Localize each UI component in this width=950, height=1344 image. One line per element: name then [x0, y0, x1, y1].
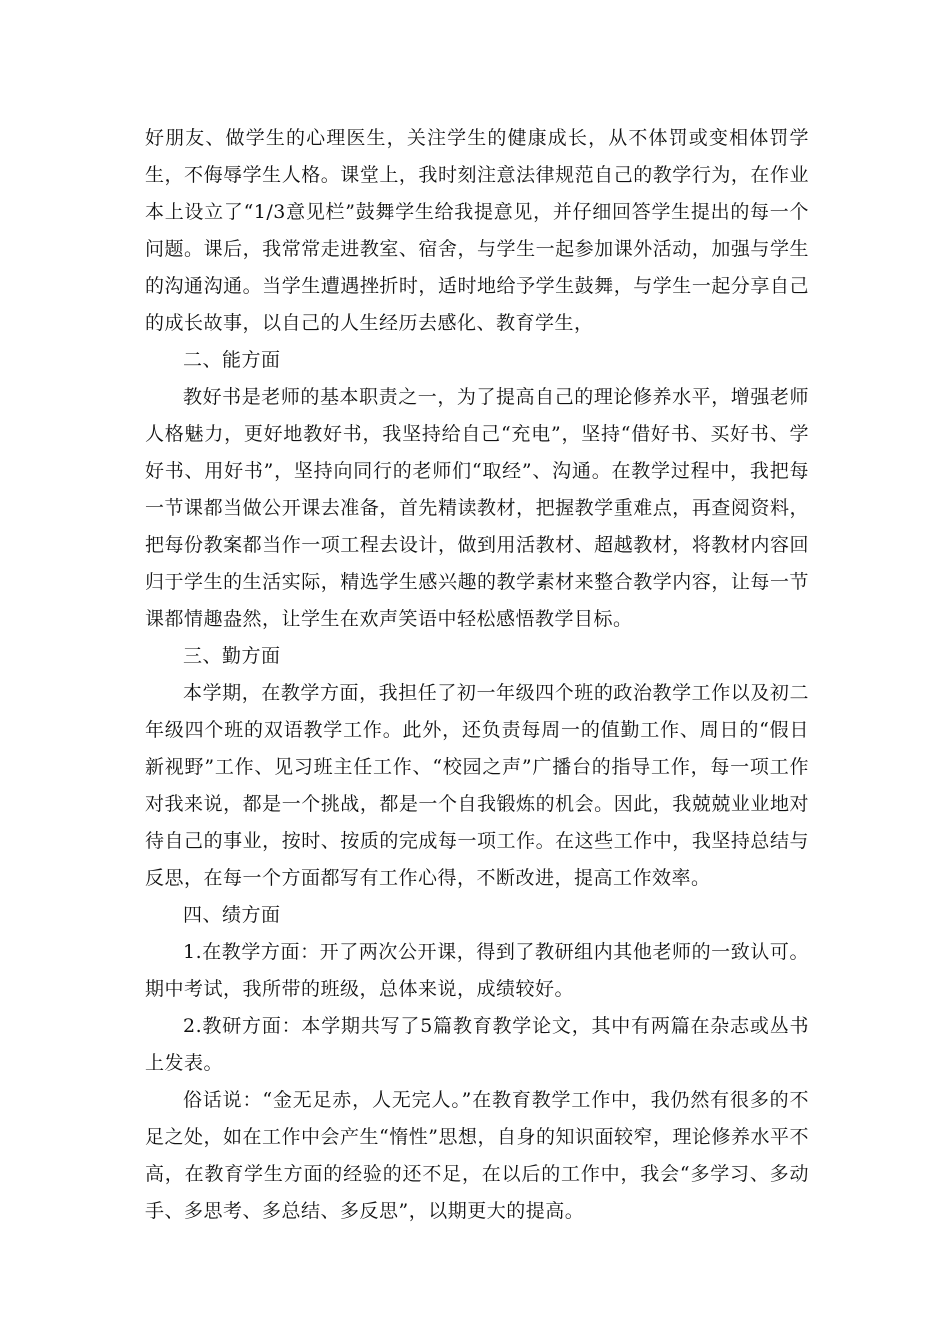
paragraph-ability: 教好书是老师的基本职责之一，为了提高自己的理论修养水平，增强老师人格魅力，更好地教好书，我坚持给自己“充电”，坚持“借好书、买好书、学好书、用好书”，坚持向同行的老师们“取经”、沟通。在教学过程中，我把每一节课都当做公开课去准备，首先精读教材，把握教学重难点，再查阅资料，把每份教案都当作一项工程去设计，做到用活教材、超越教材，将教材内容回归于学生的生活实际，精选学生感兴趣的教学素材来整合教学内容，让每一节课都情趣盎然，让学生在欢声笑语中轻松感悟教学目标。	[145, 386, 809, 630]
paragraph-teaching-achievement: 1.在教学方面：开了两次公开课，得到了教研组内其他老师的一致认可。期中考试，我所带的班级，总体来说，成绩较好。	[145, 941, 809, 1000]
heading-achievement: 四、绩方面	[183, 904, 281, 926]
paragraph-conclusion: 俗话说：“金无足赤，人无完人。”在教育教学工作中，我仍然有很多的不足之处，如在工作中会产生“惰性”思想，自身的知识面较窄，理论修养水平不高，在教育学生方面的经验的还不足，在以后的工作中，我会“多学习、多动手、多思考、多总结、多反思”，以期更大的提高。	[145, 1089, 809, 1222]
document-body	[145, 120, 809, 1230]
paragraph-student-care: 好朋友、做学生的心理医生，关注学生的健康成长，从不体罚或变相体罚学生，不侮辱学生人格。课堂上，我时刻注意法律规范自己的教学行为，在作业本上设立了“1/3意见栏”鼓舞学生给我提意见，并仔细回答学生提出的每一个问题。课后，我常常走进教室、宿舍，与学生一起参加课外活动，加强与学生的沟通沟通。当学生遭遇挫折时，适时地给予学生鼓舞，与学生一起分享自己的成长故事，以自己的人生经历去感化、教育学生，	[145, 127, 809, 334]
heading-ability: 二、能方面	[183, 349, 281, 371]
heading-diligence: 三、勤方面	[183, 645, 281, 667]
paragraph-diligence: 本学期，在教学方面，我担任了初一年级四个班的政治教学工作以及初二年级四个班的双语教学工作。此外，还负责每周一的值勤工作、周日的“假日新视野”工作、见习班主任工作、“校园之声”广播台的指导工作，每一项工作对我来说，都是一个挑战，都是一个自我锻炼的机会。因此，我兢兢业业地对待自己的事业，按时、按质的完成每一项工作。在这些工作中，我坚持总结与反思，在每一个方面都写有工作心得，不断改进，提高工作效率。	[145, 682, 809, 889]
paragraph-research-achievement: 2.教研方面：本学期共写了5篇教育教学论文，其中有两篇在杂志或丛书上发表。	[145, 1015, 809, 1074]
